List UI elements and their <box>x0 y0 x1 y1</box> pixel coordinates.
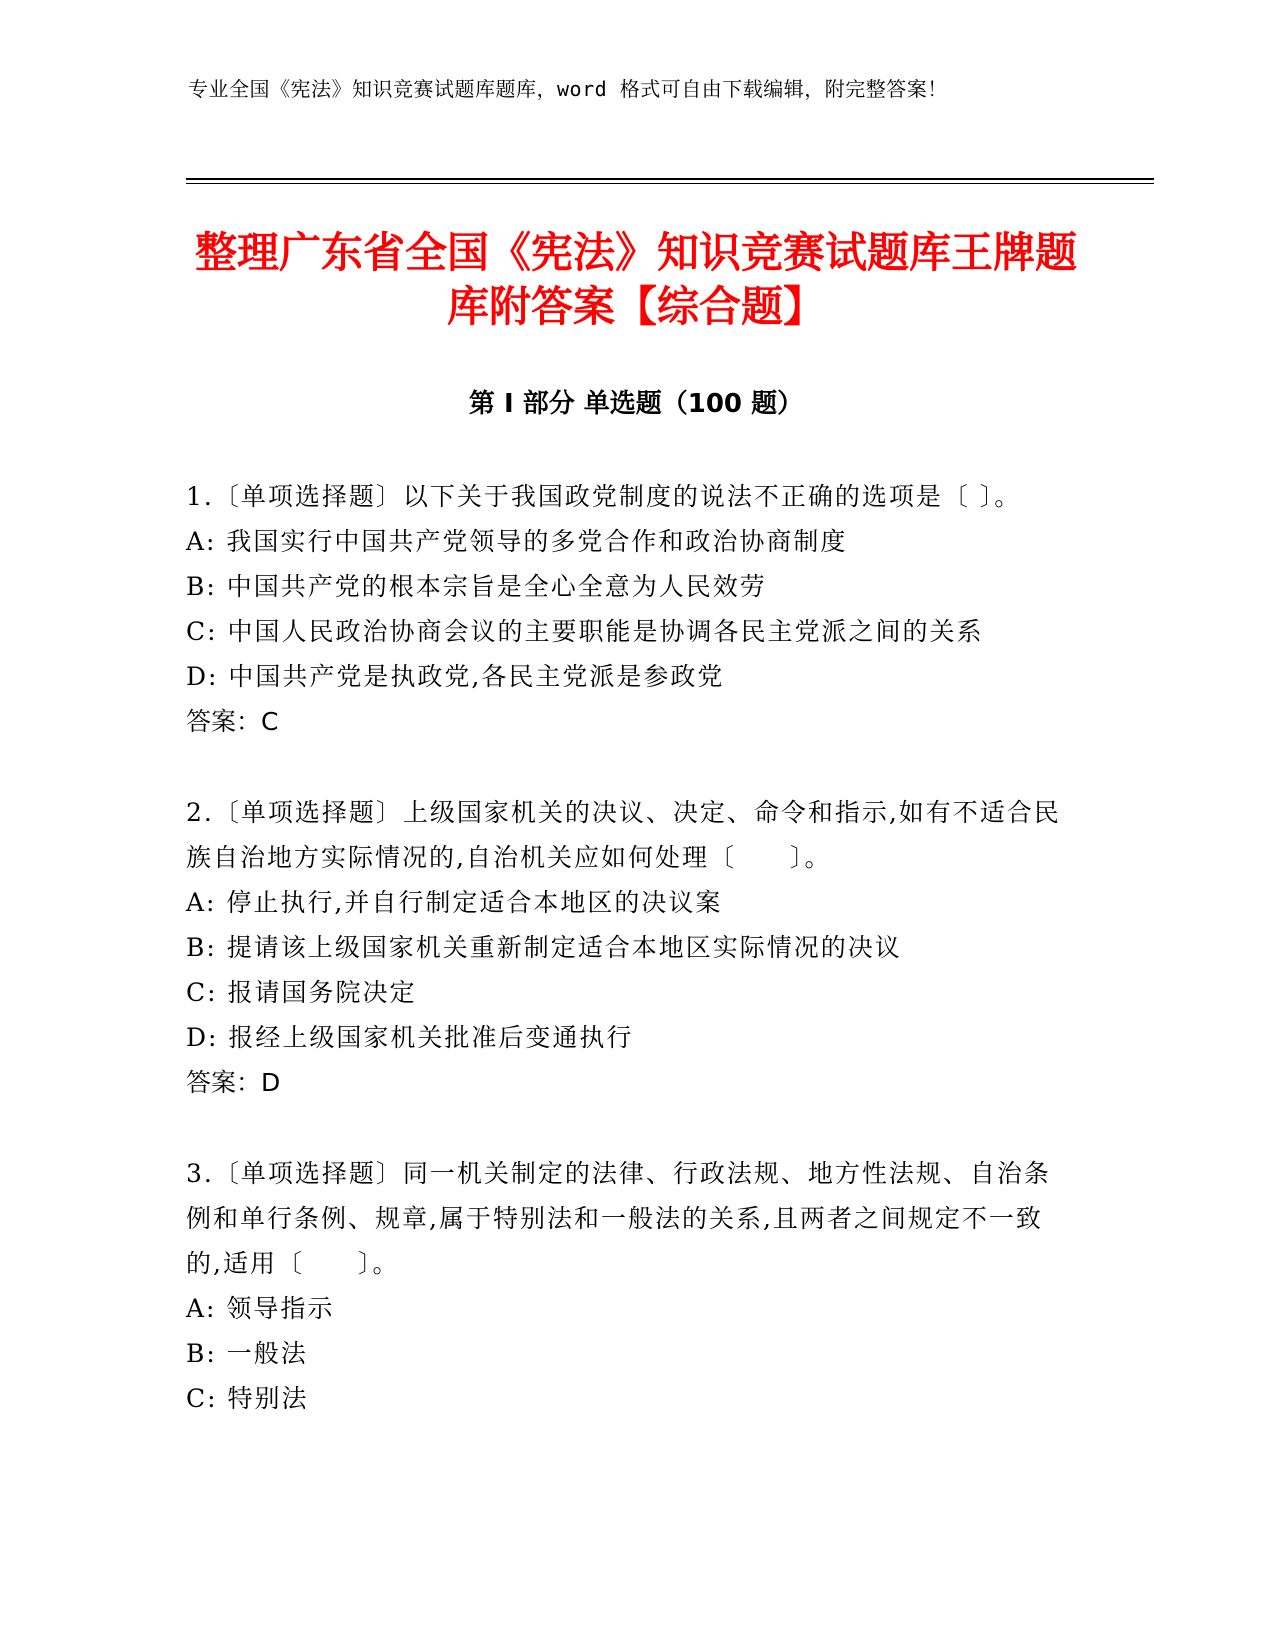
option-a: A: 领导指示 <box>186 1294 335 1323</box>
option-c: C: 中国人民政治协商会议的主要职能是协调各民主党派之间的关系 <box>186 617 984 646</box>
question-2 <box>186 790 1076 1105</box>
section-title: 第 I 部分 单选题（100 题） <box>468 389 804 419</box>
header-note: 专业全国《宪法》知识竞赛试题库题库，word 格式可自由下载编辑，附完整答案！ <box>188 77 948 101</box>
question-1 <box>186 474 1076 744</box>
option-b: B: 中国共产党的根本宗旨是全心全意为人民效劳 <box>186 572 767 601</box>
option-c: C: 特别法 <box>186 1384 309 1413</box>
header-rule-thick <box>186 178 1154 180</box>
answer: 答案：D <box>186 1068 281 1097</box>
question-stem: 2.〔单项选择题〕上级国家机关的决议、决定、命令和指示,如有不适合民族自治地方实际情况的,自治机关应如何处理〔 〕。 <box>186 798 1061 872</box>
option-c: C: 报请国务院决定 <box>186 978 417 1007</box>
header-rule-thin <box>186 183 1154 184</box>
option-a: A: 我国实行中国共产党领导的多党合作和政治协商制度 <box>186 527 848 556</box>
option-b: B: 提请该上级国家机关重新制定适合本地区实际情况的决议 <box>186 933 902 962</box>
option-d: D: 中国共产党是执政党,各民主党派是参政党 <box>186 662 725 691</box>
option-d: D: 报经上级国家机关批准后变通执行 <box>186 1023 634 1052</box>
answer: 答案：C <box>186 707 279 736</box>
document-title: 整理广东省全国《宪法》知识竞赛试题库王牌题库附答案【综合题】 <box>194 228 1077 331</box>
option-b: B: 一般法 <box>186 1339 308 1368</box>
question-stem: 1.〔单项选择题〕以下关于我国政党制度的说法不正确的选项是〔 〕。 <box>186 482 1022 511</box>
question-3 <box>186 1151 1076 1421</box>
question-list <box>186 474 1076 1467</box>
option-a: A: 停止执行,并自行制定适合本地区的决议案 <box>186 888 723 917</box>
question-stem: 3.〔单项选择题〕同一机关制定的法律、行政法规、地方性法规、自治条例和单行条例、规章,属于特别法和一般法的关系,且两者之间规定不一致的,适用〔 〕。 <box>186 1159 1051 1278</box>
